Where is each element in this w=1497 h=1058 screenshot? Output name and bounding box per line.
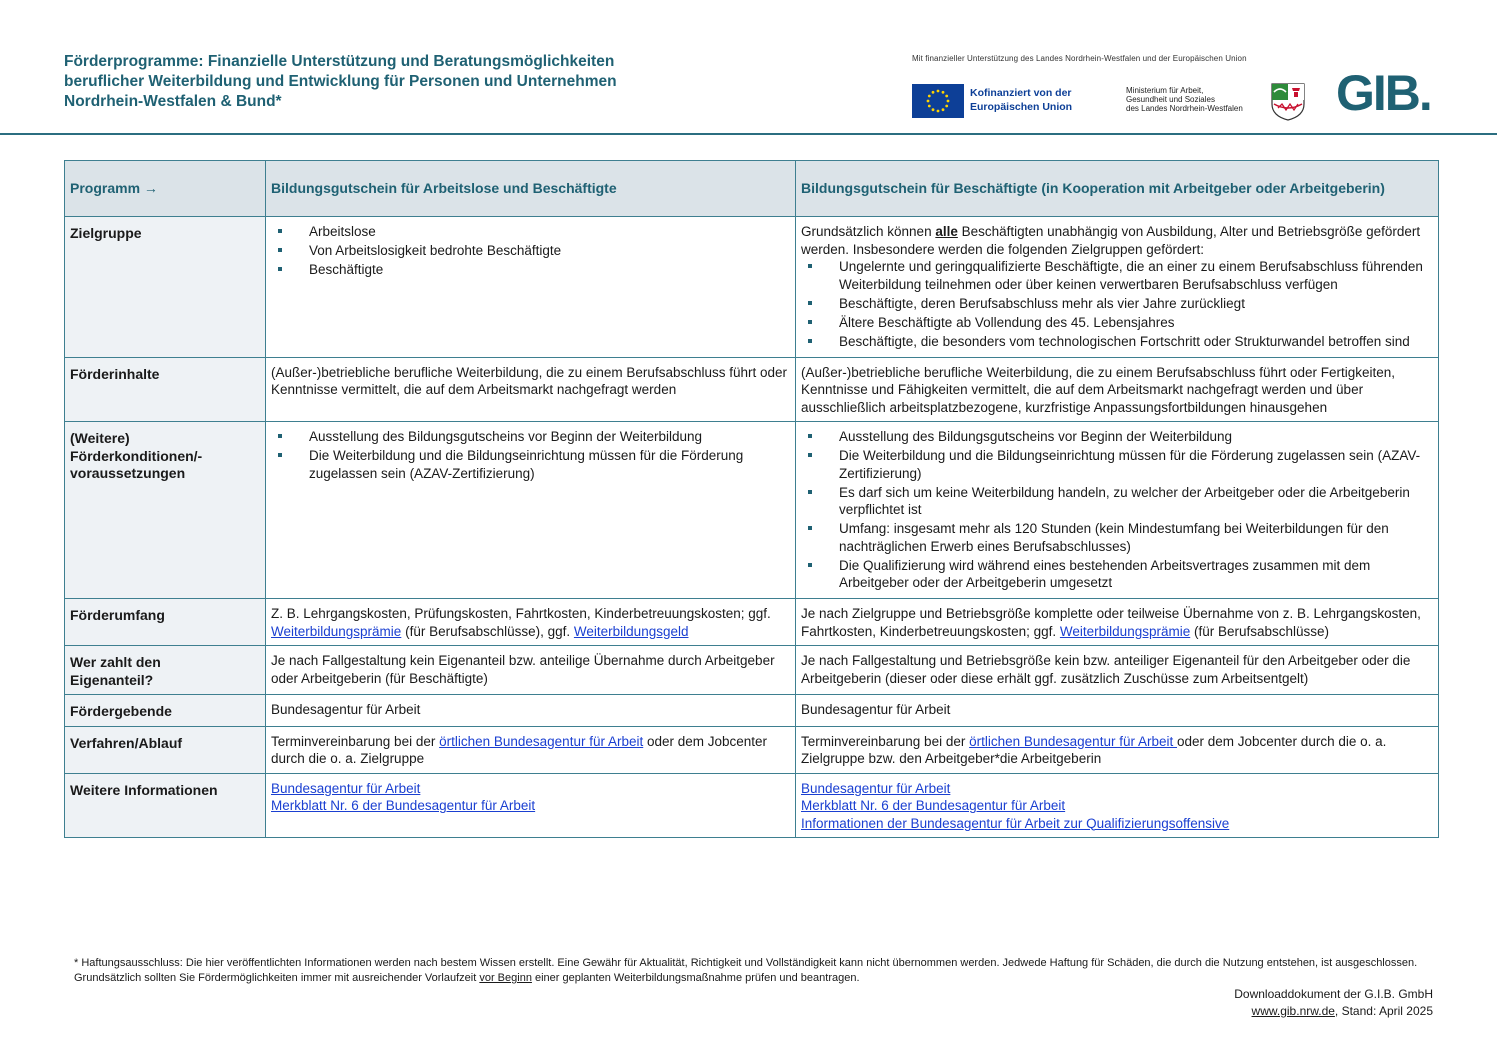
cell-foerderumfang-b: Je nach Zielgruppe und Betriebsgröße komplette oder teilweise Übernahme von z. B. Lehrgangskosten, Fahrtkosten, Kinderbetreuungskosten; ggf. Weiterbildungsprämie (für Berufsabschlüsse) — [796, 599, 1439, 646]
cell-verfahren-b: Terminvereinbarung bei der örtlichen Bundesagentur für Arbeit oder dem Jobcenter durch die o. a. Zielgruppe bzw. den Arbeitgeber*die Arbeitgeberin — [796, 726, 1439, 773]
link-oertliche-agentur-b[interactable]: örtlichen Bundesagentur für Arbeit — [969, 733, 1177, 749]
link-bundesagentur-b[interactable]: Bundesagentur für Arbeit — [801, 780, 951, 796]
ministry-label: Ministerium für Arbeit, Gesundheit und Soziales des Landes Nordrhein-Westfalen — [1126, 86, 1243, 113]
disclaimer: * Haftungsausschluss: Die hier veröffentlichten Informationen werden nach bestem Wissen erstellt. Eine Gewähr für Aktualität, Richtigkeit und Vollständigkeit kann nicht übernommen werden. Jedwede Haftung für Schäden, die durch die Nutzung entstehen, ist ausgeschlossen. Grundsätzlich sollten Sie Fördermöglichkeiten immer mit ausreichender Vorlaufzeit vor Beginn einer geplanten Weiterbildungsmaßnahme prüfen und beantragen. — [74, 957, 1418, 984]
list-item: Ausstellung des Bildungsgutscheins vor Beginn der Weiterbildung — [801, 428, 1433, 446]
list-item: Arbeitslose — [271, 223, 790, 241]
list-item: Ältere Beschäftigte ab Vollendung des 45. Lebensjahres — [801, 314, 1433, 332]
cell-foerdergebende-a: Bundesagentur für Arbeit — [266, 695, 796, 727]
eu-cofunding-label: Kofinanziert von der Europäischen Union — [970, 87, 1073, 113]
list-item: Die Qualifizierung wird während eines bestehenden Arbeitsvertrages zusammen mit dem Arbeitgeber oder der Arbeitgeberin umgesetzt — [801, 557, 1433, 592]
bullet-list — [271, 428, 790, 482]
cell-konditionen-a — [266, 422, 796, 599]
bullet-list — [801, 428, 1433, 592]
list-item: Es darf sich um keine Weiterbildung handeln, zu welcher der Arbeitgeber oder die Arbeitgeberin verpflichtet ist — [801, 484, 1433, 519]
cell-foerdergebende-b: Bundesagentur für Arbeit — [796, 695, 1439, 727]
table-row — [65, 695, 1439, 727]
row-label-konditionen: (Weitere) Förderkonditionen/- voraussetzungen — [65, 422, 266, 599]
link-weiterbildungspraemie[interactable]: Weiterbildungsprämie — [271, 623, 402, 639]
list-item: Beschäftigte, die besonders vom technologischen Fortschritt oder Strukturwandel betroffen sind — [801, 333, 1433, 351]
row-label-foerdergebende: Fördergebende — [65, 695, 266, 727]
column-header-a: Bildungsgutschein für Arbeitslose und Beschäftigte — [266, 161, 796, 217]
list-item: Ausstellung des Bildungsgutscheins vor Beginn der Weiterbildung — [271, 428, 790, 446]
cell-verfahren-a: Terminvereinbarung bei der örtlichen Bundesagentur für Arbeit oder dem Jobcenter durch die o. a. Zielgruppe — [266, 726, 796, 773]
header-divider — [0, 133, 1497, 135]
table-header-row — [65, 161, 1439, 217]
cell-konditionen-b — [796, 422, 1439, 599]
cell-eigenanteil-b: Je nach Fallgestaltung und Betriebsgröße kein bzw. anteiliger Eigenanteil für den Arbeitgeber oder die Arbeitgeberin (dieser oder diese erhält ggf. zusätzlich Zuschüsse zum Arbeitsentgelt) — [796, 646, 1439, 695]
table-row — [65, 357, 1439, 422]
footer-line-1: Downloaddokument der G.I.B. GmbH — [1234, 987, 1433, 1001]
link-merkblatt-6-b[interactable]: Merkblatt Nr. 6 der Bundesagentur für Arbeit — [801, 798, 1066, 813]
title-line-3: Nordrhein-Westfalen & Bund* — [64, 93, 282, 110]
list-item: Die Weiterbildung und die Bildungseinrichtung müssen für die Förderung zugelassen sein (AZAV-Zertifizierung) — [801, 447, 1433, 482]
bullet-list — [271, 223, 790, 279]
list-item: Von Arbeitslosigkeit bedrohte Beschäftigte — [271, 242, 790, 260]
footer-line-2: www.gib.nrw.de, Stand: April 2025 — [1251, 1004, 1433, 1018]
list-item: Ungelernte und geringqualifizierte Beschäftigte, die an einer zu einem Berufsabschluss führenden Weiterbildung teilnehmen oder über keinen verwertbaren Berufsabschluss verfügen — [801, 258, 1433, 293]
cell-zielgruppe-a — [266, 217, 796, 358]
table-row — [65, 217, 1439, 358]
zielgruppe-intro: Grundsätzlich können alle Beschäftigten unabhängig von Ausbildung, Alter und Betriebsgröße gefördert werden. Insbesondere werden die folgenden Zielgruppen gefördert: — [801, 224, 1421, 257]
table-row — [65, 726, 1439, 773]
bullet-list — [801, 258, 1433, 350]
column-header-program: Programm → — [65, 161, 266, 217]
link-gib-website[interactable]: www.gib.nrw.de — [1251, 1004, 1335, 1018]
list-item: Die Weiterbildung und die Bildungseinrichtung müssen für die Förderung zugelassen sein (AZAV-Zertifizierung) — [271, 447, 790, 482]
column-header-b: Bildungsgutschein für Beschäftigte (in Kooperation mit Arbeitgeber oder Arbeitgeberin) — [796, 161, 1439, 217]
list-item: Umfang: insgesamt mehr als 120 Stunden (kein Mindestumfang bei Weiterbildungen für den nachträglichen Erwerb eines Berufsabschlusses) — [801, 520, 1433, 555]
row-label-verfahren: Verfahren/Ablauf — [65, 726, 266, 773]
row-label-foerderinhalte: Förderinhalte — [65, 357, 266, 422]
link-weiterbildungspraemie-b[interactable]: Weiterbildungsprämie — [1059, 623, 1191, 639]
row-label-weitere: Weitere Informationen — [65, 773, 266, 838]
eu-flag-icon — [912, 84, 964, 118]
link-bundesagentur[interactable]: Bundesagentur für Arbeit — [271, 780, 421, 796]
page-title — [64, 52, 864, 112]
support-text: Mit finanzieller Unterstützung des Landes Nordrhein-Westfalen und der Europäischen Union — [912, 54, 1247, 63]
table-row — [65, 599, 1439, 646]
title-line-1: Förderprogramme: Finanzielle Unterstützung und Beratungsmöglichkeiten — [64, 53, 615, 70]
cell-eigenanteil-a: Je nach Fallgestaltung kein Eigenanteil bzw. anteilige Übernahme durch Arbeitgeber oder Arbeitgeberin (für Beschäftigte) — [266, 646, 796, 695]
link-oertliche-agentur[interactable]: örtlichen Bundesagentur für Arbeit — [439, 733, 644, 749]
link-weiterbildungsgeld[interactable]: Weiterbildungsgeld — [573, 623, 689, 639]
cell-weitere-a — [266, 773, 796, 838]
row-label-eigenanteil: Wer zahlt den Eigenanteil? — [65, 646, 266, 695]
link-merkblatt-6[interactable]: Merkblatt Nr. 6 der Bundesagentur für Arbeit — [271, 798, 536, 813]
link-qualifizierungsoffensive[interactable]: Informationen der Bundesagentur für Arbeit zur Qualifizierungsoffensive — [801, 815, 1230, 831]
list-item: Beschäftigte, deren Berufsabschluss mehr als vier Jahre zurückliegt — [801, 295, 1433, 313]
table-row — [65, 646, 1439, 695]
list-item: Beschäftigte — [271, 261, 790, 279]
row-label-foerderumfang: Förderumfang — [65, 599, 266, 646]
program-table — [64, 160, 1439, 838]
cell-foerderinhalte-a: (Außer-)betriebliche berufliche Weiterbildung, die zu einem Berufsabschluss führt oder Kenntnisse vermittelt, die auf dem Arbeitsmarkt nachgefragt werden — [266, 357, 796, 422]
arrow-right-icon: → — [143, 179, 158, 196]
gib-logo: GIB. — [1336, 65, 1431, 121]
title-line-2: beruflicher Weiterbildung und Entwicklung für Personen und Unternehmen — [64, 73, 617, 90]
nrw-crest-icon — [1270, 82, 1306, 122]
cell-foerderinhalte-b: (Außer-)betriebliche berufliche Weiterbildung, die zu einem Berufsabschluss führt oder Fertigkeiten, Kenntnisse und Fähigkeiten vermittelt, die auf dem Arbeitsmarkt nachgefragt werden und über ausschließlich arbeitsplatzbezogene, kurzfristige Anpassungsfortbildungen hinausgehen — [796, 357, 1439, 422]
table-row — [65, 422, 1439, 599]
footer — [1234, 986, 1433, 1020]
cell-weitere-b — [796, 773, 1439, 838]
cell-zielgruppe-b — [796, 217, 1439, 358]
row-label-zielgruppe: Zielgruppe — [65, 217, 266, 358]
table-row — [65, 773, 1439, 838]
cell-foerderumfang-a: Z. B. Lehrgangskosten, Prüfungskosten, Fahrtkosten, Kinderbetreuungskosten; ggf. Weiterbildungsprämie (für Berufsabschlüsse), ggf. Weiterbildungsgeld — [266, 599, 796, 646]
